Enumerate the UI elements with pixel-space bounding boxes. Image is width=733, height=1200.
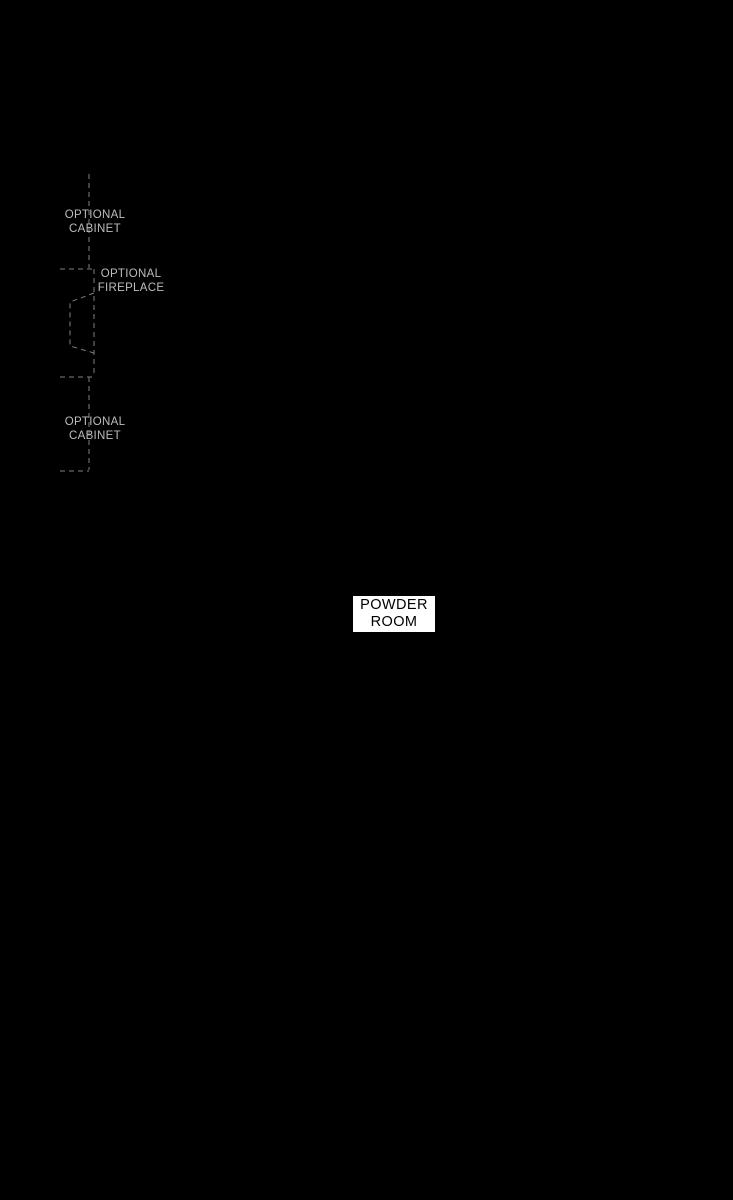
powder-room-line-2: ROOM <box>370 614 418 630</box>
optional-cabinet-bottom-label <box>60 415 130 443</box>
optional-cabinet-top-label <box>60 208 130 236</box>
optional-cabinet-top-line-2: CABINET <box>69 223 121 235</box>
optional-fireplace-hearth-outline <box>70 293 94 353</box>
powder-room-label <box>353 596 435 632</box>
optional-cabinet-bottom-line-2: CABINET <box>69 430 121 442</box>
powder-room-line-1: POWDER <box>360 597 428 613</box>
optional-fireplace-line-1: OPTIONAL <box>100 268 162 280</box>
optional-fireplace-line-2: FIREPLACE <box>97 282 165 294</box>
optional-cabinet-top-line-1: OPTIONAL <box>64 209 126 221</box>
optional-cabinet-bottom-line-1: OPTIONAL <box>64 416 126 428</box>
optional-fireplace-label <box>94 267 168 295</box>
